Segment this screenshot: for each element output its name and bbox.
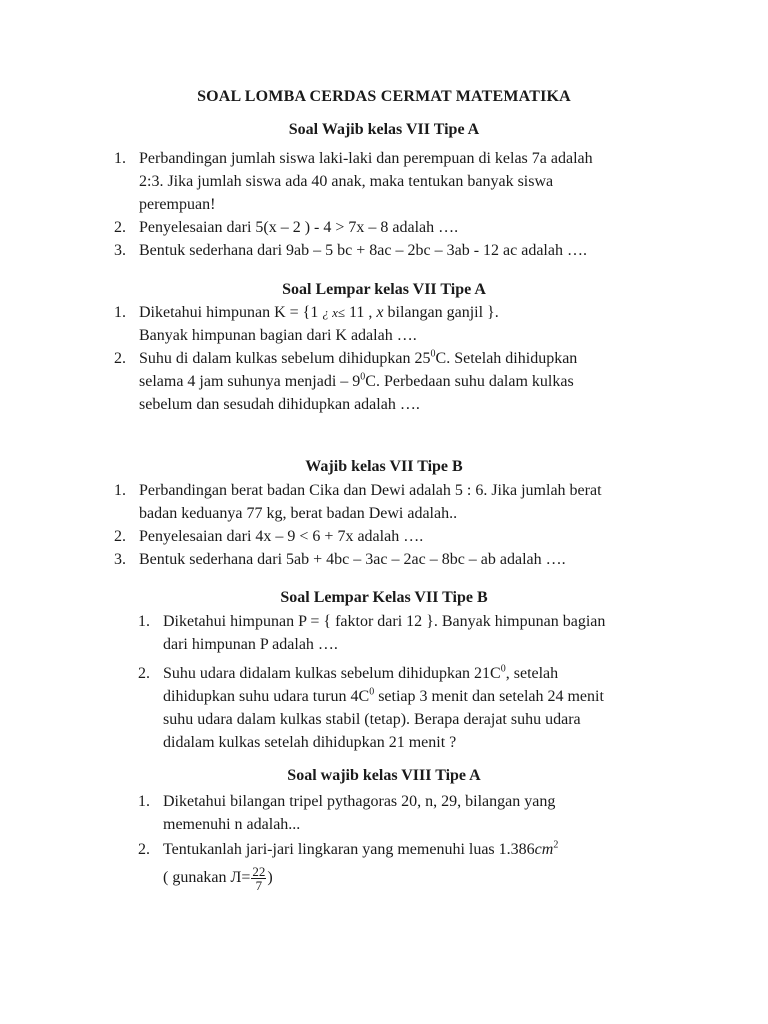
question-line [163, 662, 728, 685]
question-item [114, 548, 714, 571]
question-line: didalam kulkas setelah dihidupkan 21 menit ? [163, 734, 457, 751]
text-fragment: 11 , [345, 304, 377, 321]
math-symbol: ¿ x≤ [322, 305, 345, 320]
question-number: 2. [114, 219, 126, 236]
superscript: 2 [553, 839, 559, 851]
text-fragment: bilangan ganjil }. [383, 304, 499, 321]
page-title: SOAL LOMBA CERDAS CERMAT MATEMATIKA [197, 88, 571, 105]
question-number: 2. [114, 528, 126, 545]
question-line: 2:3. Jika jumlah siswa ada 40 anak, maka tentukan banyak siswa [139, 173, 554, 190]
question-line: Bentuk sederhana dari 9ab – 5 bc + 8ac – 2bc – 3ab - 12 ac adalah …. [139, 242, 587, 259]
question-item [114, 301, 714, 347]
question-number: 1. [138, 613, 150, 630]
text-fragment: Diketahui himpunan K = {1 [139, 304, 323, 321]
fraction [251, 865, 266, 892]
section-heading-wajib-viii-a: Soal wajib kelas VIII Tipe A [287, 767, 481, 784]
section-heading-wajib-vii-b: Wajib kelas VII Tipe B [305, 458, 463, 475]
question-item [138, 610, 728, 656]
question-number: 1. [138, 793, 150, 810]
section-heading-wajib-vii-a: Soal Wajib kelas VII Tipe A [288, 121, 480, 138]
superscript: 0 [430, 348, 436, 360]
question-number: 1. [114, 150, 126, 167]
question-line: Bentuk sederhana dari 5ab + 4bc – 3ac – 2ac – 8bc – ab adalah …. [139, 551, 566, 568]
question-number: 1. [114, 482, 126, 499]
question-list-wajib-vii-a [114, 147, 714, 262]
question-number: 1. [114, 304, 126, 321]
text-fragment: selama 4 jam suhunya menjadi – 9 [139, 373, 361, 390]
question-line: dari himpunan P adalah …. [163, 636, 338, 653]
question-line: memenuhi n adalah... [163, 816, 301, 833]
question-number: 2. [138, 841, 150, 858]
question-item [138, 790, 728, 836]
text-fragment: ) [267, 869, 273, 887]
superscript: 0 [500, 663, 506, 675]
question-line: Diketahui himpunan P = { faktor dari 12 }. Banyak himpunan bagian [163, 613, 606, 630]
question-number: 3. [114, 242, 126, 259]
superscript: 0 [360, 371, 366, 383]
question-list-wajib-viii-a [138, 790, 728, 892]
text-fragment: , setelah [505, 665, 559, 682]
question-item [138, 838, 728, 892]
question-list-wajib-vii-b [114, 479, 714, 571]
question-item [138, 662, 728, 754]
question-line [163, 685, 728, 708]
text-fragment: C. Setelah dihidupkan [435, 350, 578, 367]
question-line [163, 838, 728, 861]
question-line: sebelum dan sesudah dihidupkan adalah …. [139, 396, 420, 413]
question-number: 2. [114, 350, 126, 367]
question-number: 3. [114, 551, 126, 568]
question-line: Penyelesaian dari 5(x – 2 ) - 4 > 7x – 8 adalah …. [139, 219, 459, 236]
question-line: badan keduanya 77 kg, berat badan Dewi adalah.. [139, 505, 458, 522]
text-fragment: Suhu di dalam kulkas sebelum dihidupkan 25 [139, 350, 431, 367]
question-line: Perbandingan berat badan Cika dan Dewi adalah 5 : 6. Jika jumlah berat [139, 482, 602, 499]
question-list-lempar-vii-a [114, 301, 714, 416]
question-line: Diketahui bilangan tripel pythagoras 20, n, 29, bilangan yang [163, 793, 556, 810]
question-number: 2. [138, 665, 150, 682]
fraction-denominator: 7 [255, 878, 263, 893]
question-item [114, 347, 714, 416]
question-item [114, 239, 714, 262]
superscript: 0 [369, 686, 375, 698]
question-line: suhu udara dalam kulkas stabil (tetap). Berapa derajat suhu udara [163, 711, 581, 728]
math-unit: cm [534, 841, 554, 858]
text-fragment: Tentukanlah jari-jari lingkaran yang memenuhi luas 1.386 [163, 841, 535, 858]
question-item [114, 216, 714, 239]
question-list-lempar-vii-b [138, 610, 728, 754]
question-line: Penyelesaian dari 4x – 9 < 6 + 7x adalah …. [139, 528, 424, 545]
question-item [114, 147, 714, 216]
fraction-numerator: 22 [252, 864, 266, 879]
text-fragment: C. Perbedaan suhu dalam kulkas [365, 373, 574, 390]
text-fragment: Suhu udara didalam kulkas sebelum dihidupkan 21C [163, 665, 501, 682]
section-heading-lempar-vii-a: Soal Lempar kelas VII Tipe A [282, 281, 486, 298]
text-fragment: ( gunakan Л= [163, 869, 251, 887]
section-heading-lempar-vii-b: Soal Lempar Kelas VII Tipe B [280, 589, 488, 606]
question-item [114, 525, 714, 548]
question-line: perempuan! [139, 196, 216, 213]
question-line [139, 370, 714, 393]
question-line [163, 865, 728, 892]
question-line: Banyak himpunan bagian dari K adalah …. [139, 327, 417, 344]
text-fragment: setiap 3 menit dan setelah 24 menit [374, 688, 604, 705]
question-line: Perbandingan jumlah siswa laki-laki dan perempuan di kelas 7a adalah [139, 150, 593, 167]
text-fragment: dihidupkan suhu udara turun 4C [163, 688, 370, 705]
question-item [114, 479, 714, 525]
math-variable: x [376, 304, 384, 321]
question-line [139, 301, 714, 324]
question-line [139, 347, 714, 370]
